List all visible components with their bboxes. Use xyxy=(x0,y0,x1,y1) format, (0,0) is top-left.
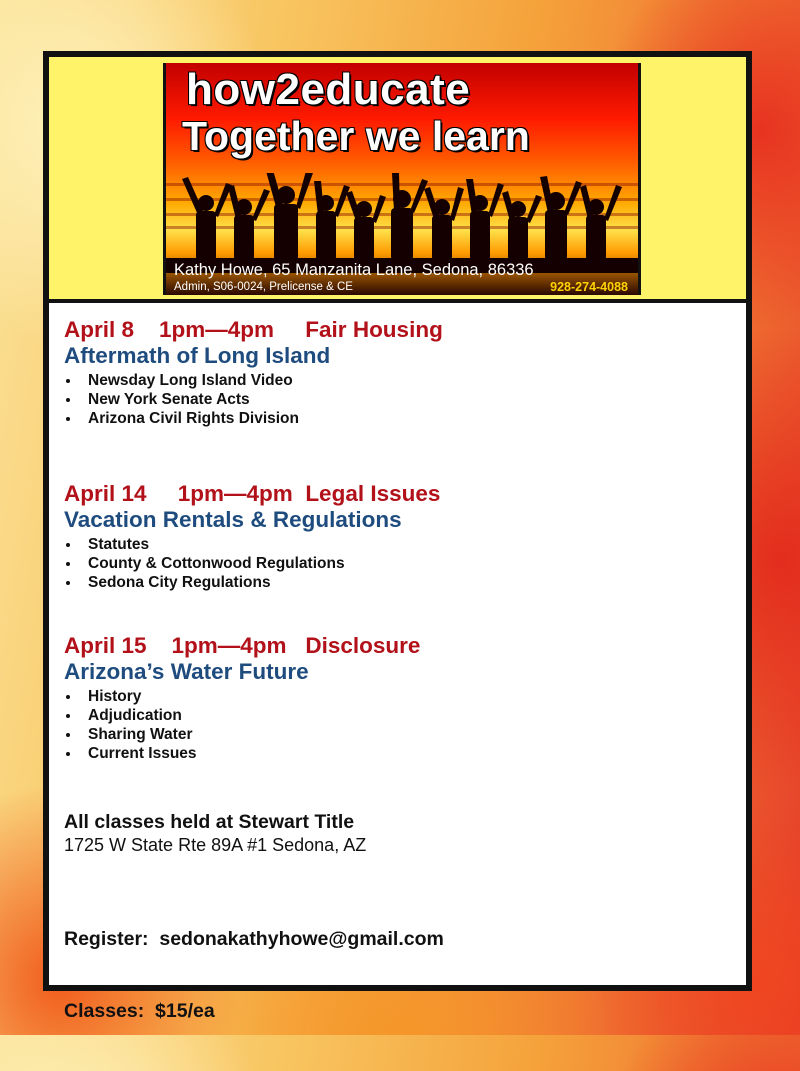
silhouette-figure xyxy=(424,187,464,261)
topic-item: History xyxy=(64,687,420,706)
topic-item: Current Issues xyxy=(64,744,420,763)
silhouette-figure xyxy=(314,181,350,261)
location-address: 1725 W State Rte 89A #1 Sedona, AZ xyxy=(64,835,367,855)
topic-item: Arizona Civil Rights Division xyxy=(64,409,443,428)
event-subtitle: Arizona’s Water Future xyxy=(64,659,309,684)
topic-list xyxy=(64,535,440,592)
topic-item: Adjudication xyxy=(64,706,420,725)
contact-address: Kathy Howe, 65 Manzanita Lane, Sedona, 86336 xyxy=(174,261,534,279)
location-title: All classes held at Stewart Title xyxy=(64,811,355,833)
topic-list xyxy=(64,687,420,763)
event-heading: April 14 1pm—4pm Legal Issues xyxy=(64,481,441,506)
people-silhouette xyxy=(166,173,638,273)
silhouette-figure xyxy=(346,191,386,261)
silhouette-figure xyxy=(266,173,313,261)
silhouette-figure xyxy=(228,185,270,261)
event-subtitle: Vacation Rentals & Regulations xyxy=(64,507,402,532)
topic-item: Sedona City Regulations xyxy=(64,573,440,592)
banner-image xyxy=(163,63,641,295)
silhouette-figure xyxy=(502,191,542,261)
topic-item: Newsday Long Island Video xyxy=(64,371,443,390)
topic-item: Sharing Water xyxy=(64,725,420,744)
topic-item: New York Senate Acts xyxy=(64,390,443,409)
event-heading: April 15 1pm—4pm Disclosure xyxy=(64,633,421,658)
admin-license: Admin, S06-0024, Prelicense & CE xyxy=(174,281,353,293)
phone-number: 928-274-4088 xyxy=(550,280,628,294)
silhouette-figure xyxy=(466,179,504,261)
topic-list xyxy=(64,371,443,428)
topic-item: County & Cottonwood Regulations xyxy=(64,554,440,573)
event-block xyxy=(64,317,443,428)
location-block xyxy=(64,810,366,856)
brand-name: how2educate xyxy=(186,65,471,114)
topic-item: Statutes xyxy=(64,535,440,554)
silhouette-figure xyxy=(182,177,232,261)
event-subtitle: Aftermath of Long Island xyxy=(64,343,331,368)
register-email: Register: sedonakathyhowe@gmail.com xyxy=(64,928,444,950)
class-price: Classes: $15/ea xyxy=(64,1000,215,1022)
tagline: Together we learn xyxy=(182,113,530,159)
register-block xyxy=(64,879,444,1071)
event-heading: April 8 1pm—4pm Fair Housing xyxy=(64,317,443,342)
event-block xyxy=(64,481,440,592)
event-block xyxy=(64,633,420,763)
flyer-frame xyxy=(43,51,752,1022)
silhouette-figure xyxy=(391,173,428,261)
banner xyxy=(49,57,746,303)
silhouette-figure xyxy=(580,185,622,261)
silhouette-figure xyxy=(540,176,582,261)
